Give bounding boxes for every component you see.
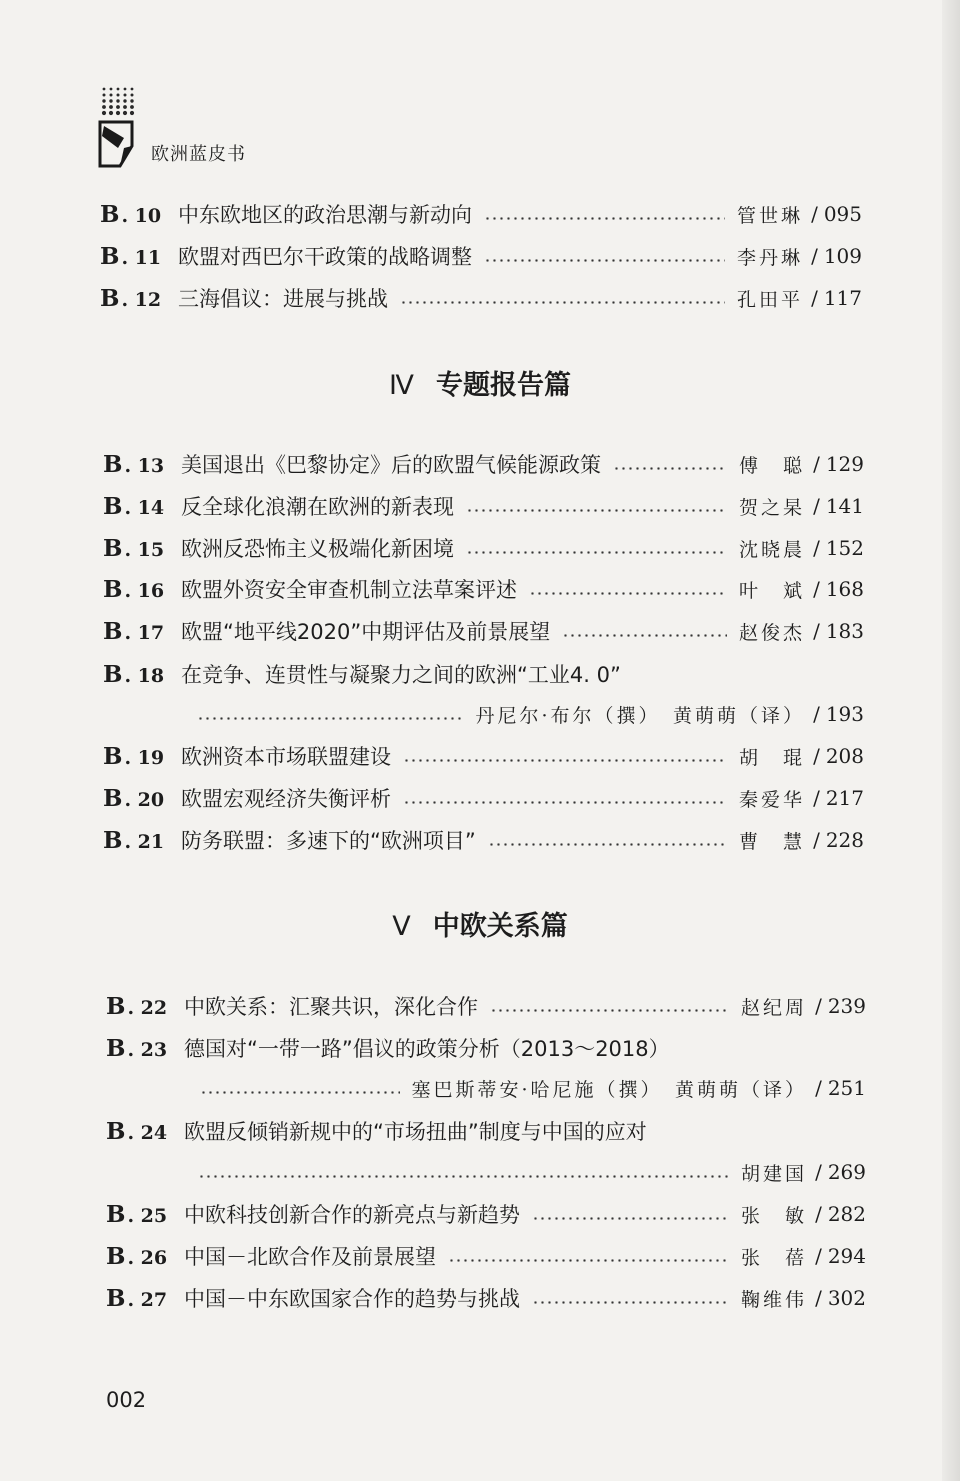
entry-code: B . 17 (103, 617, 165, 645)
entry-code: B . 19 (103, 742, 165, 770)
entry-title: 中欧科技创新合作的新亮点与新趋势 (184, 1203, 520, 1227)
toc-entry-b20[interactable] (103, 781, 864, 815)
entry-title: 中欧关系：汇聚共识，深化合作 (184, 995, 478, 1019)
toc-entry-b23[interactable] (106, 1031, 866, 1065)
section-heading-iv (0, 363, 960, 402)
separator-slash: / (811, 286, 818, 310)
toc-entry-b17[interactable] (103, 614, 864, 648)
entry-code: B . 27 (106, 1284, 168, 1312)
dot-leader (490, 1009, 729, 1012)
entry-author: 李丹琳 (737, 246, 804, 269)
entry-page-number: 168 (825, 577, 864, 601)
entry-author: 胡 琨 (739, 746, 806, 769)
entry-page-number: 217 (825, 786, 864, 810)
dot-leader (532, 1217, 729, 1220)
separator-slash: / (813, 577, 820, 601)
entry-author: 叶 斌 (739, 579, 806, 602)
toc-entry-b22[interactable] (106, 989, 866, 1023)
entry-code: B . 15 (103, 534, 165, 562)
separator-slash: / (813, 744, 820, 768)
dot-leader (532, 1301, 729, 1304)
toc-entry-b18-continuation[interactable] (197, 697, 864, 731)
entry-title: 中国－北欧合作及前景展望 (184, 1245, 436, 1269)
entry-code: B . 25 (106, 1200, 168, 1228)
separator-slash: / (815, 1076, 822, 1100)
entry-title: 欧洲反恐怖主义极端化新困境 (181, 537, 454, 561)
entry-title: 反全球化浪潮在欧洲的新表现 (181, 495, 454, 519)
entry-code: B . 11 (100, 242, 162, 270)
separator-slash: / (813, 786, 820, 810)
entry-code: B . 12 (100, 284, 162, 312)
entry-page-number: 117 (823, 286, 862, 310)
entry-title: 防务联盟：多速下的“欧洲项目” (181, 829, 476, 853)
running-header-title: 欧洲蓝皮书 (151, 144, 246, 165)
entry-page-number: 302 (827, 1286, 866, 1310)
entry-author: 秦爱华 (739, 788, 806, 811)
separator-slash: / (813, 452, 820, 476)
dot-leader (562, 634, 727, 637)
separator-slash: / (813, 536, 820, 560)
separator-slash: / (815, 1286, 822, 1310)
toc-entry-b24-continuation[interactable] (198, 1155, 866, 1189)
entry-code: B . 24 (106, 1117, 168, 1145)
entry-author: 赵纪周 (741, 996, 808, 1019)
entry-author: 贺之杲 (739, 496, 806, 519)
book-series-logo-icon (98, 86, 148, 170)
entry-page-number: 193 (825, 702, 864, 726)
separator-slash: / (815, 1244, 822, 1268)
entry-author: 张 蓓 (741, 1246, 808, 1269)
entry-title: 欧盟宏观经济失衡评析 (181, 787, 391, 811)
footer-page-number: 002 (106, 1388, 147, 1412)
dot-leader (403, 801, 727, 804)
toc-entry-b18[interactable] (103, 657, 864, 691)
page-edge-shadow (942, 0, 960, 1481)
toc-entry-b25[interactable] (106, 1197, 866, 1231)
toc-entry-b23-continuation[interactable] (200, 1071, 866, 1105)
toc-entry-b12[interactable] (100, 281, 862, 315)
toc-entry-b13[interactable] (103, 447, 864, 481)
entry-code: B . 26 (106, 1242, 168, 1270)
separator-slash: / (813, 619, 820, 643)
separator-slash: / (815, 1202, 822, 1226)
entry-author: 孔田平 (737, 288, 804, 311)
separator-slash: / (815, 1160, 822, 1184)
entry-author: 塞巴斯蒂安·哈尼施（撰） 黄萌萌（译） (411, 1078, 808, 1101)
entry-title: 欧盟反倾销新规中的“市场扭曲”制度与中国的应对 (184, 1120, 647, 1144)
entry-title: 欧洲资本市场联盟建设 (181, 745, 391, 769)
separator-slash: / (813, 828, 820, 852)
dot-leader (484, 217, 725, 220)
entry-page-number: 294 (827, 1244, 866, 1268)
entry-code: B . 21 (103, 826, 165, 854)
entry-author: 傅 聪 (739, 454, 806, 477)
toc-entry-b24[interactable] (106, 1114, 866, 1148)
entry-title: 欧盟“地平线2020”中期评估及前景展望 (181, 620, 551, 644)
dot-leader (613, 467, 727, 470)
dot-leader (448, 1259, 729, 1262)
entry-page-number: 282 (827, 1202, 866, 1226)
entry-title: 美国退出《巴黎协定》后的欧盟气候能源政策 (181, 453, 601, 477)
entry-author: 张 敏 (741, 1204, 808, 1227)
entry-title: 欧盟对西巴尔干政策的战略调整 (178, 245, 472, 269)
dot-leader (488, 843, 727, 846)
entry-page-number: 152 (825, 536, 864, 560)
entry-title: 中东欧地区的政治思潮与新动向 (178, 203, 472, 227)
toc-entry-b27[interactable] (106, 1281, 866, 1315)
entry-author: 丹尼尔·布尔（撰） 黄萌萌（译） (475, 704, 806, 727)
entry-page-number: 129 (825, 452, 864, 476)
section-heading-v (0, 904, 960, 943)
separator-slash: / (813, 494, 820, 518)
separator-slash: / (813, 702, 820, 726)
entry-page-number: 208 (825, 744, 864, 768)
section-numeral: Ⅳ (389, 370, 414, 401)
separator-slash: / (811, 202, 818, 226)
entry-author: 沈晓晨 (739, 538, 806, 561)
dot-leader (466, 509, 727, 512)
toc-entry-b10[interactable] (100, 197, 862, 231)
toc-entry-b11[interactable] (100, 239, 862, 273)
entry-page-number: 109 (823, 244, 862, 268)
entry-page-number: 251 (827, 1076, 866, 1100)
section-numeral: Ⅴ (392, 911, 411, 942)
separator-slash: / (811, 244, 818, 268)
entry-page-number: 141 (825, 494, 864, 518)
toc-entry-b26[interactable] (106, 1239, 866, 1273)
entry-page-number: 239 (827, 994, 866, 1018)
entry-title: 中国－中东欧国家合作的趋势与挑战 (184, 1287, 520, 1311)
toc-entry-b14[interactable] (103, 489, 864, 523)
dot-leader (529, 592, 727, 595)
entry-page-number: 183 (825, 619, 864, 643)
entry-title: 欧盟外资安全审查机制立法草案评述 (181, 578, 517, 602)
entry-code: B . 16 (103, 575, 165, 603)
entry-page-number: 228 (825, 828, 864, 852)
entry-author: 曹 慧 (739, 830, 806, 853)
entry-code: B . 20 (103, 784, 165, 812)
dot-leader (197, 717, 464, 720)
dot-leader (466, 551, 727, 554)
dot-leader (400, 301, 725, 304)
dot-leader (198, 1175, 729, 1178)
entry-code: B . 13 (103, 450, 165, 478)
entry-author: 鞠维伟 (741, 1288, 808, 1311)
entry-author: 赵俊杰 (739, 621, 806, 644)
entry-page-number: 269 (827, 1160, 866, 1184)
dot-leader (200, 1091, 400, 1094)
toc-entry-b21[interactable] (103, 823, 864, 857)
entry-title: 在竞争、连贯性与凝聚力之间的欧洲“工业4. 0” (181, 663, 621, 687)
separator-slash: / (815, 994, 822, 1018)
entry-title: 三海倡议：进展与挑战 (178, 287, 388, 311)
entry-author: 管世琳 (737, 204, 804, 227)
entry-code: B . 22 (106, 992, 168, 1020)
dot-leader (484, 259, 725, 262)
entry-code: B . 18 (103, 660, 165, 688)
entry-title: 德国对“一带一路”倡议的政策分析（2013～2018） (184, 1037, 670, 1061)
entry-page-number: 095 (823, 202, 862, 226)
entry-code: B . 10 (100, 200, 162, 228)
entry-author: 胡建国 (741, 1162, 808, 1185)
entry-code: B . 23 (106, 1034, 168, 1062)
toc-entry-b16[interactable] (103, 572, 864, 606)
entry-code: B . 14 (103, 492, 165, 520)
toc-entry-b19[interactable] (103, 739, 864, 773)
dot-leader (403, 759, 727, 762)
section-title: 专题报告篇 (435, 370, 571, 401)
toc-entry-b15[interactable] (103, 531, 864, 565)
section-title: 中欧关系篇 (432, 911, 568, 942)
